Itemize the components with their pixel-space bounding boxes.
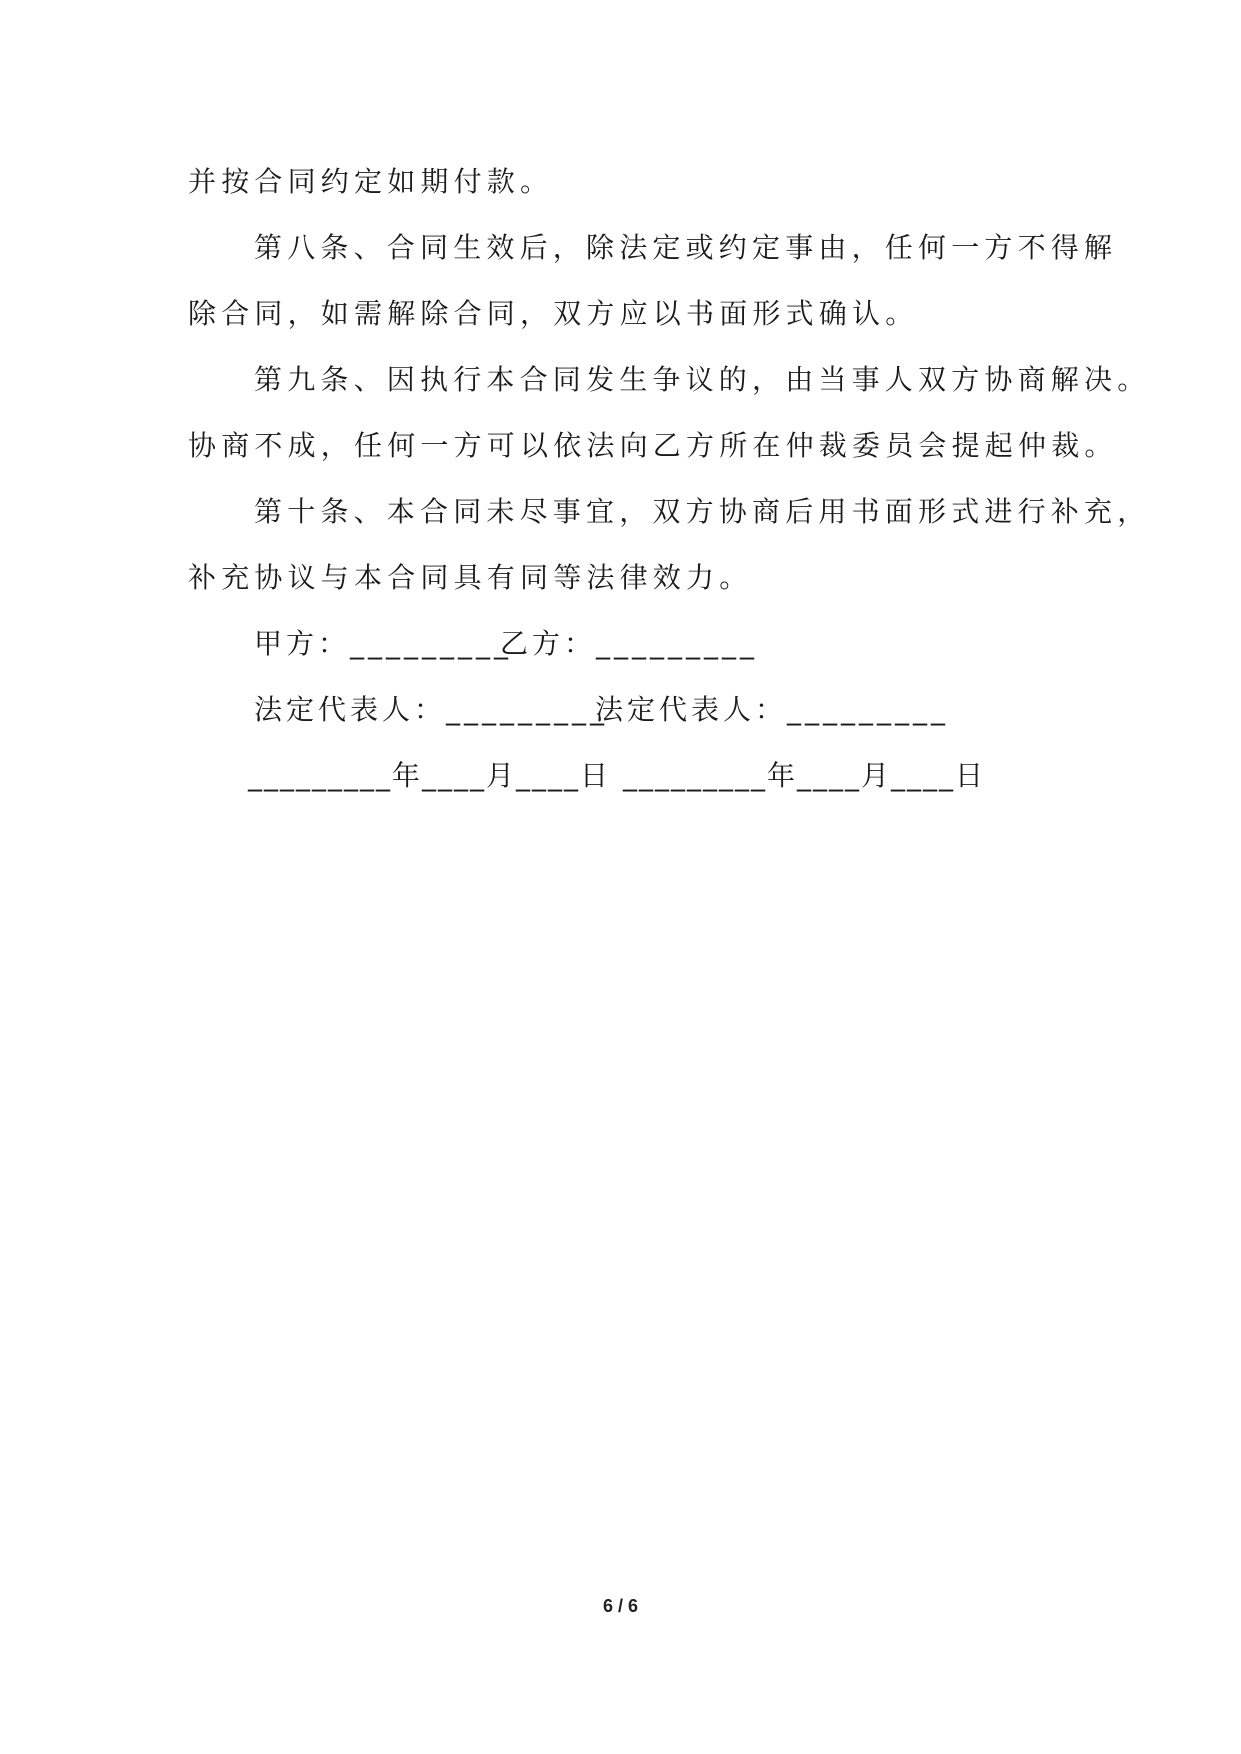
article-8-line-2: 除合同，如需解除合同，双方应以书面形式确认。: [188, 297, 919, 330]
party-a-field: 甲方：_________: [254, 627, 513, 660]
party-b-date-field: _________年____月____日: [623, 759, 986, 792]
article-9-line-2: 协商不成，任何一方可以依法向乙方所在仲裁委员会提起仲裁。: [188, 429, 1118, 462]
article-8-line-1: 第八条、合同生效后，除法定或约定事由，任何一方不得解: [254, 231, 1118, 264]
article-10-line-1: 第十条、本合同未尽事宜，双方协商后用书面形式进行补充，: [254, 495, 1151, 528]
party-b-representative-field: 法定代表人：_________: [595, 693, 950, 726]
page-number: 6 / 6: [602, 1596, 639, 1616]
party-a-representative-field: 法定代表人：_________: [254, 693, 609, 726]
article-9-line-1: 第九条、因执行本合同发生争议的，由当事人双方协商解决。: [254, 363, 1151, 396]
paragraph-line: 并按合同约定如期付款。: [188, 165, 554, 198]
party-a-date-field: _________年____月____日: [248, 759, 611, 792]
article-10-line-2: 补充协议与本合同具有同等法律效力。: [188, 561, 753, 594]
party-b-field: 乙方：_________: [500, 627, 759, 660]
